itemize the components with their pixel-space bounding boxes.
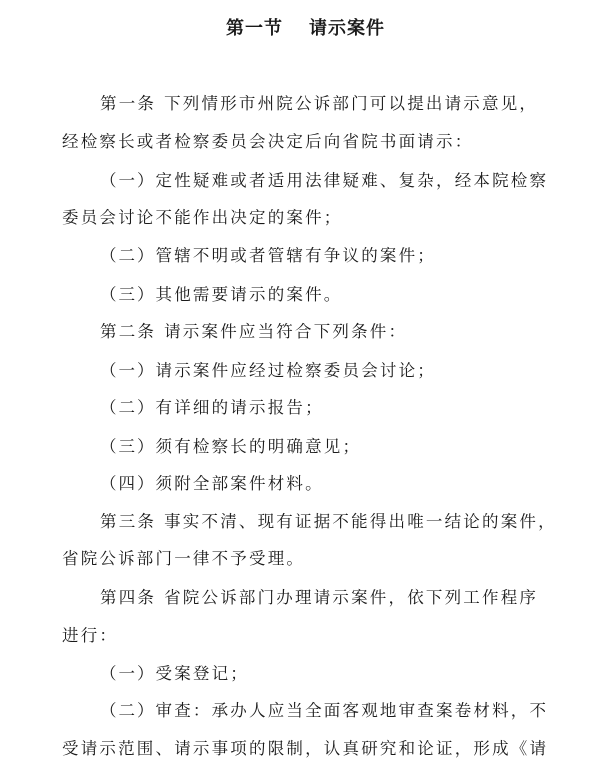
item-label: （三） (100, 437, 156, 456)
article-4-line-1 (100, 587, 611, 609)
article-4-heading: 第四条 (100, 588, 157, 607)
article-4-item-2-continuation (62, 738, 611, 760)
article-3-line-2 (62, 548, 611, 570)
article-1-item-1 (100, 170, 611, 192)
item-label: （一） (100, 664, 156, 683)
article-3-text: 事实不清、现有证据不能得出唯一结论的案件， (164, 512, 557, 531)
item-label: （二） (100, 398, 156, 417)
article-2-item-1 (100, 360, 611, 382)
article-2-item-4 (100, 473, 611, 495)
article-1-item-1-continuation (62, 207, 611, 229)
article-4-line-2 (62, 625, 611, 647)
article-1-item-2 (100, 245, 611, 267)
article-3-continuation: 省院公诉部门一律不予受理。 (62, 549, 306, 568)
item-label: （四） (100, 474, 156, 493)
article-2-item-3 (100, 436, 611, 458)
article-1-text: 下列情形市州院公诉部门可以提出请示意见， (164, 94, 539, 113)
article-4-continuation: 进行： (62, 626, 119, 645)
section-heading: 请示案件 (309, 18, 385, 39)
item-text: 审查：承办人应当全面客观地审查案卷材料，不 (155, 701, 549, 720)
section-number: 第一节 (226, 18, 283, 39)
article-4-text: 省院公诉部门办理请示案件，依下列工作程序 (164, 588, 539, 607)
article-4-item-1 (100, 663, 611, 685)
article-3-heading: 第三条 (100, 512, 157, 531)
article-1-line-2 (62, 131, 611, 153)
item-text: 请示案件应经过检察委员会讨论； (155, 361, 436, 380)
item-label: （三） (100, 285, 156, 304)
item-text: 管辖不明或者管辖有争议的案件； (155, 246, 436, 265)
article-2-heading: 第二条 (100, 322, 157, 341)
article-2-item-2 (100, 397, 611, 419)
article-1-heading: 第一条 (100, 94, 157, 113)
article-1-line-1 (100, 93, 611, 115)
item-continuation: 受请示范围、请示事项的限制，认真研究和论证，形成《请 (62, 739, 549, 758)
section-title (0, 14, 611, 40)
item-continuation: 委员会讨论不能作出决定的案件； (62, 208, 343, 227)
article-4-item-2 (100, 700, 611, 722)
article-3-line-1 (100, 511, 611, 533)
item-label: （一） (100, 171, 156, 190)
item-label: （二） (100, 701, 156, 720)
item-text: 其他需要请示的案件。 (155, 285, 343, 304)
article-2-line-1 (100, 321, 611, 343)
item-text: 须附全部案件材料。 (155, 474, 324, 493)
item-text: 定性疑难或者适用法律疑难、复杂，经本院检察 (155, 171, 549, 190)
item-text: 须有检察长的明确意见； (155, 437, 362, 456)
item-text: 有详细的请示报告； (155, 398, 324, 417)
item-label: （二） (100, 246, 156, 265)
article-2-text: 请示案件应当符合下列条件： (164, 322, 408, 341)
article-1-continuation: 经检察长或者检察委员会决定后向省院书面请示： (62, 132, 474, 151)
item-label: （一） (100, 361, 156, 380)
article-1-item-3 (100, 284, 611, 306)
item-text: 受案登记； (155, 664, 249, 683)
